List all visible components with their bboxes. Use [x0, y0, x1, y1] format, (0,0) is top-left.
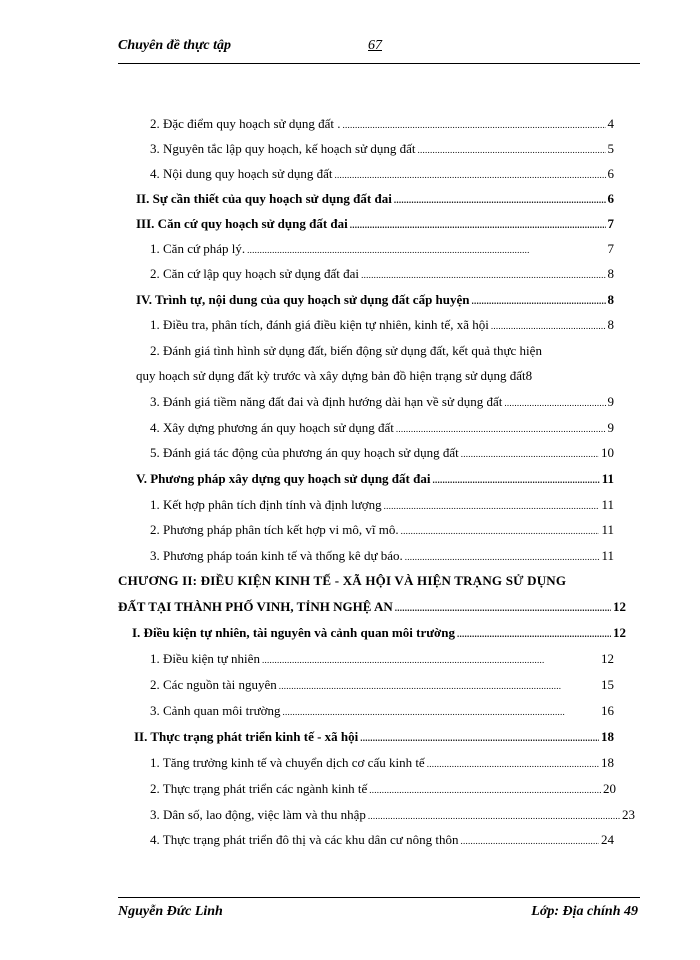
toc-entry	[150, 546, 614, 566]
toc-entry	[150, 753, 614, 773]
toc-entry-page: 10	[601, 445, 614, 460]
toc-entry-text: 4. Xây dựng phương án quy hoạch sử dụng đất	[150, 420, 394, 435]
toc-entry-text: 3. Dân số, lao động, việc làm và thu nhập	[150, 807, 366, 822]
dot-leader	[472, 290, 606, 311]
toc-entry-text: 1. Tăng trưởng kinh tế và chuyển dịch cơ cấu kinh tế	[150, 755, 425, 770]
toc-entry-text: 3. Phương pháp toán kinh tế và thống kê dự báo.	[150, 548, 403, 563]
toc-entry-page: 8	[525, 368, 533, 383]
toc-entry	[150, 164, 614, 184]
toc-entry	[150, 315, 614, 335]
toc-entry-text: 2. Đánh giá tình hình sử dụng đất, biến động sử dụng đất, kết quả thực hiện	[150, 343, 542, 358]
dot-leader	[335, 164, 606, 185]
toc-section-entry	[136, 290, 614, 310]
toc-entry-page: 11	[601, 548, 614, 563]
dot-leader	[279, 675, 599, 696]
toc-entry-page: 9	[607, 420, 614, 435]
toc-entry-text: CHƯƠNG II: ĐIỀU KIỆN KINH TẾ - XÃ HỘI VÀ HIỆN TRẠNG SỬ DỤNG	[118, 573, 567, 588]
page-footer	[118, 904, 638, 926]
dot-leader	[262, 649, 599, 670]
toc-entry-text: 1. Điều kiện tự nhiên	[150, 651, 260, 666]
toc-entry-text: 2. Căn cứ lập quy hoạch sử dụng đất đai	[150, 266, 360, 281]
dot-leader	[350, 214, 606, 235]
toc-entry	[150, 520, 614, 540]
toc-entry-page: 20	[603, 781, 616, 796]
footer-class: Lớp: Địa chính 49	[531, 904, 638, 919]
dot-leader	[401, 520, 600, 541]
toc-entry-page: 7	[607, 241, 614, 256]
dot-leader	[491, 315, 606, 336]
dot-leader	[368, 805, 620, 826]
toc-entry-text: 2. Đặc điểm quy hoạch sử dụng đất .	[150, 116, 341, 131]
toc-entry	[150, 649, 614, 669]
toc-entry-page: 8	[607, 292, 614, 307]
toc-entry-page: 24	[601, 832, 614, 847]
toc-entry-page: 12	[601, 651, 614, 666]
toc-entry-text: 2. Thực trạng phát triển các ngành kinh tế	[150, 781, 368, 796]
toc-entry-page: 7	[607, 216, 614, 231]
toc-entry	[150, 779, 616, 799]
dot-leader	[418, 139, 606, 160]
toc-entry-text: II. Thực trạng phát triển kinh tế - xã hội	[134, 729, 359, 744]
toc-entry-text: II. Sự cần thiết của quy hoạch sử dụng đất đai	[136, 191, 392, 206]
toc-entry-line	[150, 341, 635, 361]
toc-entry-continuation	[136, 366, 635, 386]
toc-entry	[150, 495, 614, 515]
toc-entry-text: IV. Trình tự, nội dung của quy hoạch sử dụng đất cấp huyện	[136, 292, 470, 307]
dot-leader	[361, 264, 605, 285]
dot-leader	[427, 753, 599, 774]
dot-leader	[461, 443, 599, 464]
toc-entry-page: 15	[601, 677, 614, 692]
dot-leader	[283, 701, 599, 722]
dot-leader	[395, 597, 611, 618]
dot-leader	[394, 189, 606, 210]
toc-entry-page: 18	[601, 729, 614, 744]
toc-entry-page: 11	[601, 497, 614, 512]
toc-entry-text: 2. Các nguồn tài nguyên	[150, 677, 277, 692]
toc-section-entry	[136, 214, 614, 234]
toc-entry-text: 4. Thực trạng phát triển đô thị và các khu dân cư nông thôn	[150, 832, 459, 847]
toc-entry	[150, 418, 614, 438]
dot-leader	[460, 830, 599, 851]
header-title: Chuyên đề thực tập	[118, 38, 232, 53]
dot-leader	[342, 114, 605, 135]
toc-entry-text: ĐẤT TẠI THÀNH PHỐ VINH, TỈNH NGHỆ AN	[118, 599, 393, 614]
toc-entry	[150, 264, 614, 284]
dot-leader	[457, 623, 611, 644]
toc-entry-page: 11	[601, 522, 614, 537]
toc-entry-page: 6	[607, 191, 614, 206]
toc-entry-page: 23	[622, 807, 635, 822]
toc-entry-text: 5. Đánh giá tác động của phương án quy hoạch sử dụng đất	[150, 445, 459, 460]
toc-entry-text: I. Điều kiện tự nhiên, tài nguyên và cảnh quan môi trường	[132, 625, 455, 640]
toc-section-entry	[132, 623, 626, 643]
toc-entry-page: 18	[601, 755, 614, 770]
footer-author: Nguyễn Đức Linh	[118, 904, 223, 919]
toc-entry-page: 8	[607, 317, 614, 332]
dot-leader	[360, 727, 599, 748]
toc-section-entry	[136, 189, 614, 209]
toc-entry-text: 2. Phương pháp phân tích kết hợp vi mô, vĩ mô.	[150, 522, 399, 537]
toc-entry-page: 9	[607, 394, 614, 409]
toc-entry	[150, 805, 635, 825]
dot-leader	[369, 779, 601, 800]
toc-entry-page: 12	[613, 625, 626, 640]
toc-entry-page: 16	[601, 703, 614, 718]
toc-entry-page: 11	[601, 471, 614, 486]
dot-leader	[384, 495, 600, 516]
toc-chapter-line	[118, 571, 638, 591]
toc-entry-text: V. Phương pháp xây dựng quy hoạch sử dụng đất đai	[136, 471, 431, 486]
dot-leader	[247, 239, 605, 260]
toc-entry-text: III. Căn cứ quy hoạch sử dụng đất đai	[136, 216, 348, 231]
dot-leader	[504, 392, 605, 413]
toc-entry	[150, 239, 614, 259]
toc-entry	[150, 139, 614, 159]
toc-entry-page: 12	[613, 599, 626, 614]
toc-entry-text: 1. Điều tra, phân tích, đánh giá điều kiện tự nhiên, kinh tế, xã hội	[150, 317, 489, 332]
toc-entry	[150, 114, 614, 134]
footer-rule	[118, 897, 640, 898]
toc-entry-text: 1. Căn cứ pháp lý.	[150, 241, 246, 256]
toc-entry-page: 6	[607, 166, 614, 181]
dot-leader	[432, 469, 599, 490]
toc-entry-text: 3. Đánh giá tiềm năng đất đai và định hướng dài hạn về sử dụng đất	[150, 394, 503, 409]
toc-chapter-entry	[118, 597, 626, 617]
dot-leader	[405, 546, 600, 567]
header-page-number: 67	[368, 38, 382, 53]
toc-entry	[150, 830, 614, 850]
toc-entry-text: 1. Kết hợp phân tích định tính và định lượng	[150, 497, 382, 512]
toc-entry	[150, 443, 614, 463]
toc-entry-page: 8	[607, 266, 614, 281]
toc-entry-page: 4	[607, 116, 614, 131]
toc-entry	[150, 701, 614, 721]
toc-entry-text: 3. Nguyên tắc lập quy hoạch, kế hoạch sử dụng đất	[150, 141, 416, 156]
toc-section-entry	[136, 469, 614, 489]
toc-entry-text: quy hoạch sử dụng đất kỳ trước và xây dựng bản đồ hiện trạng sử dụng đất	[136, 368, 526, 383]
toc-entry	[150, 392, 614, 412]
toc-section-entry	[134, 727, 614, 747]
dot-leader	[396, 418, 606, 439]
toc-entry-text: 4. Nội dung quy hoạch sử dụng đất	[150, 166, 333, 181]
toc-entry-text: 3. Cảnh quan môi trường	[150, 703, 281, 718]
toc-entry-page: 5	[607, 141, 614, 156]
toc-entry	[150, 675, 614, 695]
